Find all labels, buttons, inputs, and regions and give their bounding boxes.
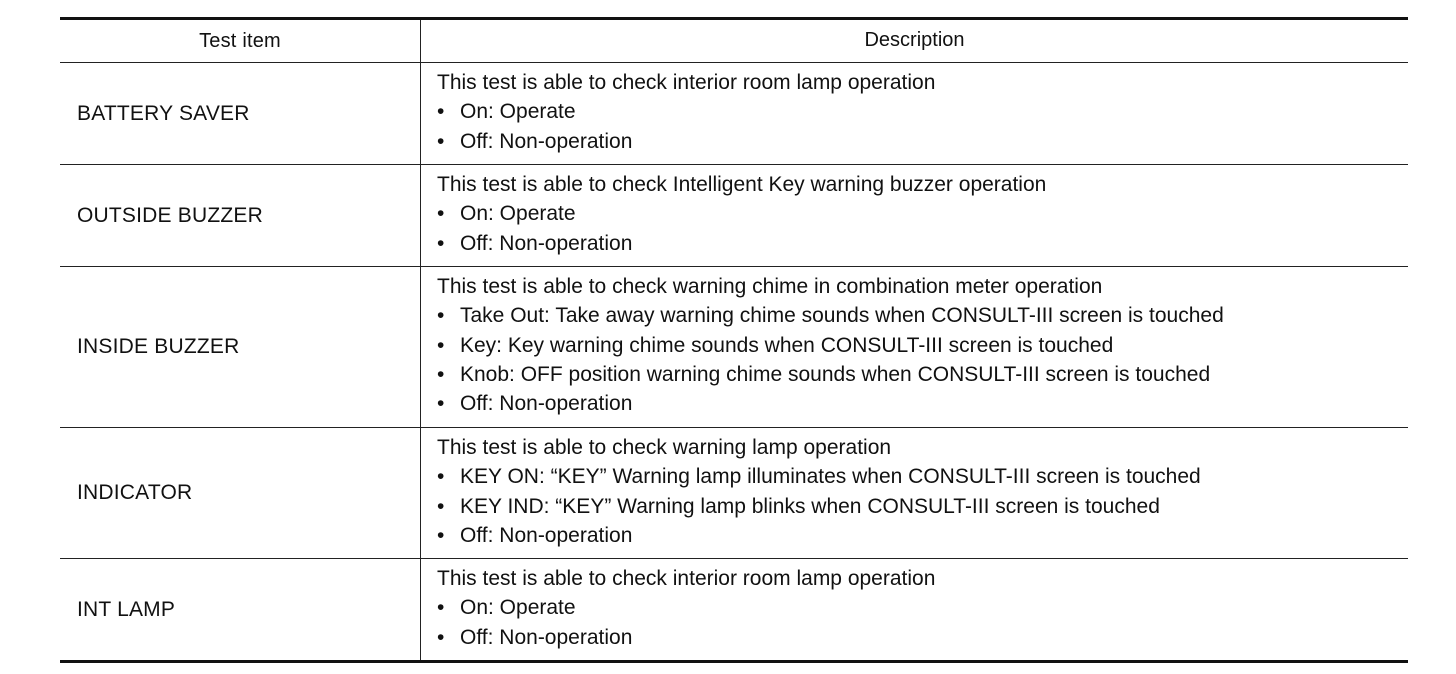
- description-cell: [421, 267, 1408, 427]
- table-row: [60, 267, 1408, 428]
- table-row: [60, 559, 1408, 660]
- description-intro: This test is able to check Intelligent Key warning buzzer operation: [437, 173, 1047, 196]
- bullet-icon: •: [437, 129, 445, 153]
- description-intro: This test is able to check warning chime in combination meter operation: [437, 275, 1103, 298]
- bullet-icon: •: [437, 465, 445, 489]
- bullet-line: [437, 331, 1408, 360]
- bullet-text: On: Operate: [460, 202, 576, 226]
- bullet-line: [437, 521, 1408, 550]
- bullet-text: KEY ON: “KEY” Warning lamp illuminates when CONSULT-III screen is touched: [460, 465, 1201, 489]
- bullet-line: [437, 199, 1408, 228]
- bullet-icon: •: [437, 202, 445, 226]
- bullet-line: [437, 301, 1408, 330]
- description-cell: [421, 559, 1408, 660]
- bullet-icon: •: [437, 596, 445, 620]
- bullet-icon: •: [437, 100, 445, 124]
- header-test-item: Test item: [60, 20, 421, 62]
- bullet-line: [437, 97, 1408, 126]
- bullet-line: [437, 389, 1408, 418]
- bullet-line: [437, 492, 1408, 521]
- bullet-line: [437, 593, 1408, 622]
- bullet-text: On: Operate: [460, 596, 576, 620]
- description-intro: This test is able to check warning lamp operation: [437, 436, 892, 459]
- bullet-icon: •: [437, 362, 445, 386]
- description-cell: [421, 63, 1408, 164]
- bullet-text: Off: Non-operation: [460, 129, 633, 153]
- description-cell: [421, 428, 1408, 558]
- test-item-cell: INDICATOR: [60, 428, 421, 558]
- bullet-line: [437, 127, 1408, 156]
- bullet-text: Off: Non-operation: [460, 392, 633, 416]
- bullet-text: Key: Key warning chime sounds when CONSULT-III screen is touched: [460, 333, 1114, 357]
- bullet-text: Knob: OFF position warning chime sounds when CONSULT-III screen is touched: [460, 362, 1211, 386]
- table-row: [60, 63, 1408, 165]
- bullet-icon: •: [437, 523, 445, 547]
- table-row: [60, 165, 1408, 267]
- bullet-icon: •: [437, 392, 445, 416]
- header-description: Description: [864, 29, 965, 52]
- test-item-cell: BATTERY SAVER: [60, 63, 421, 164]
- bullet-text: On: Operate: [460, 100, 576, 124]
- bullet-line: [437, 229, 1408, 258]
- bullet-line: [437, 360, 1408, 389]
- description-cell: [421, 165, 1408, 266]
- bullet-icon: •: [437, 304, 445, 328]
- test-item-cell: INT LAMP: [60, 559, 421, 660]
- bullet-line: [437, 623, 1408, 652]
- bullet-text: KEY IND: “KEY” Warning lamp blinks when CONSULT-III screen is touched: [460, 494, 1160, 518]
- bullet-line: [437, 462, 1408, 491]
- table-header-row: [60, 20, 1408, 63]
- bullet-text: Take Out: Take away warning chime sounds when CONSULT-III screen is touched: [460, 304, 1224, 328]
- bullet-icon: •: [437, 333, 445, 357]
- bullet-text: Off: Non-operation: [460, 625, 633, 649]
- test-item-cell: INSIDE BUZZER: [60, 267, 421, 427]
- bullet-text: Off: Non-operation: [460, 231, 633, 255]
- description-intro: This test is able to check interior room lamp operation: [437, 567, 936, 590]
- bullet-icon: •: [437, 625, 445, 649]
- table-row: [60, 428, 1408, 559]
- bullet-text: Off: Non-operation: [460, 523, 633, 547]
- bullet-icon: •: [437, 494, 445, 518]
- description-intro: This test is able to check interior room lamp operation: [437, 71, 936, 94]
- bullet-icon: •: [437, 231, 445, 255]
- test-item-table: [60, 17, 1408, 663]
- test-item-cell: OUTSIDE BUZZER: [60, 165, 421, 266]
